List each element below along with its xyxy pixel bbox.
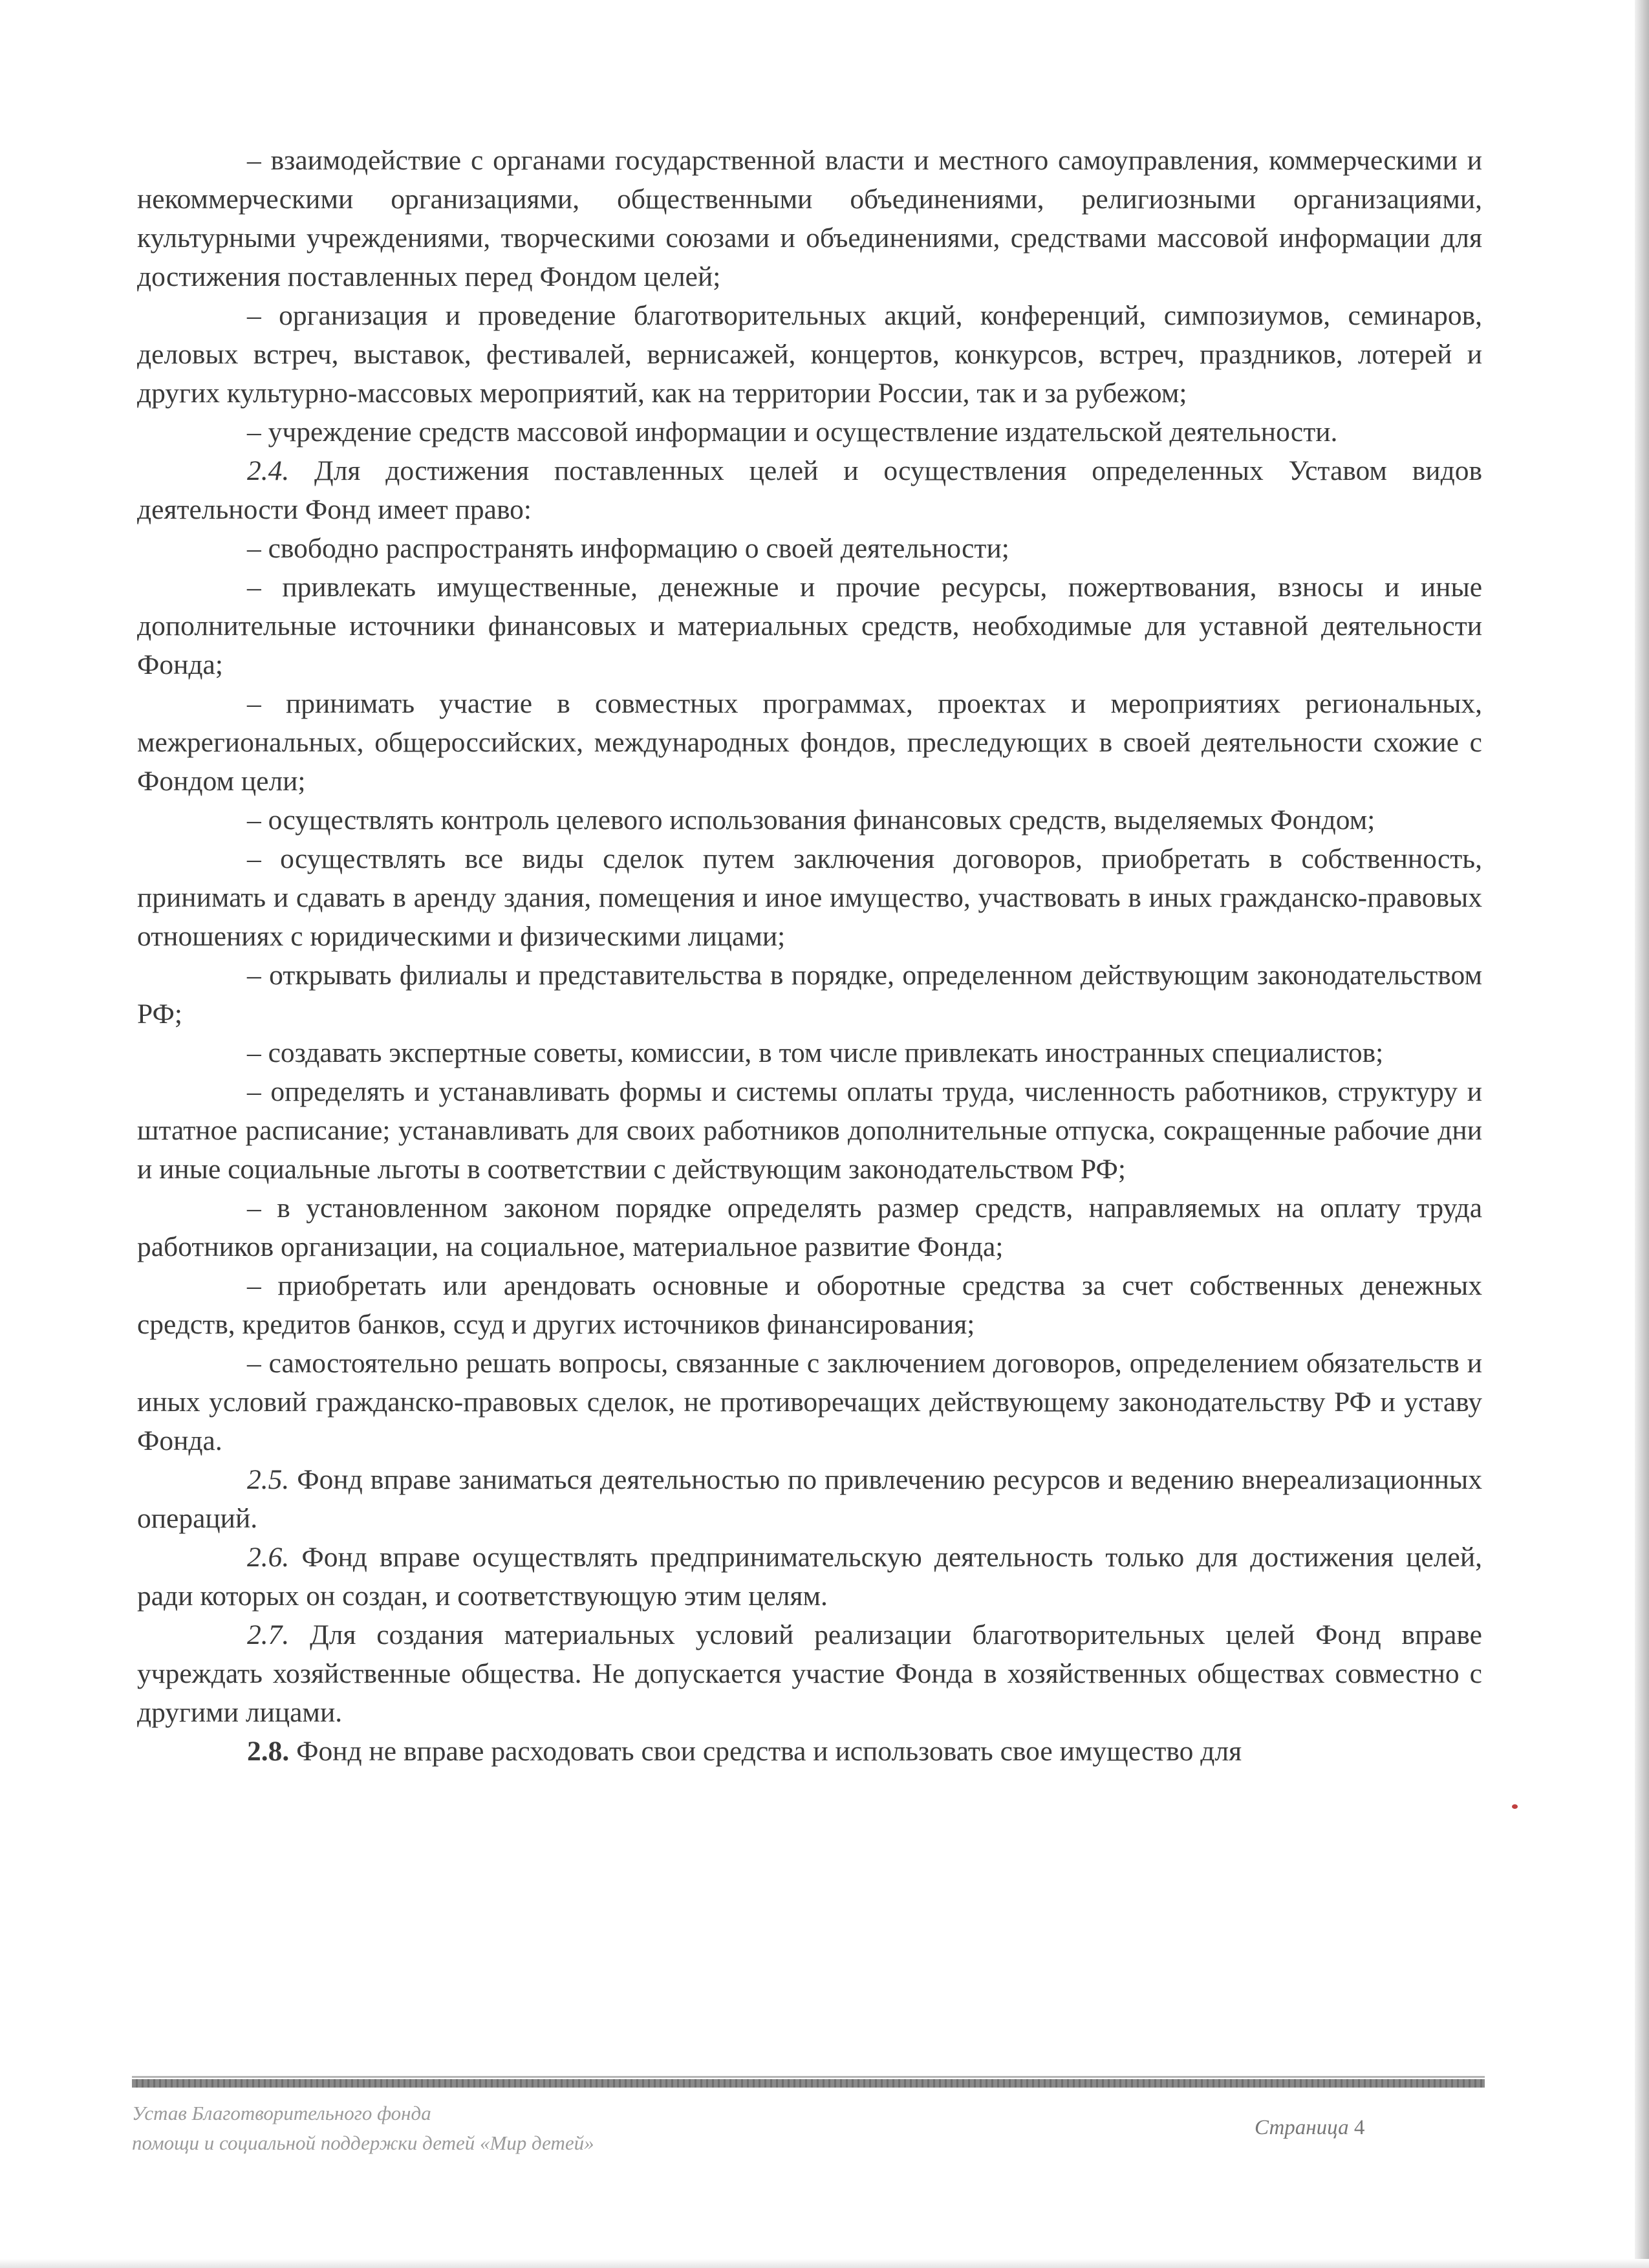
clause-paragraph (137, 1732, 1482, 1771)
clause-number: 2.8. (247, 1736, 290, 1767)
scan-edge-shadow (1635, 0, 1649, 2268)
document-body (137, 141, 1482, 1771)
clause-number: 2.6. (247, 1542, 290, 1573)
clause-paragraph (137, 1615, 1482, 1732)
bullet-paragraph: – привлекать имущественные, денежные и прочие ресурсы, пожертвования, взносы и иные дополнительные источники финансовых и материальных средств, необходимые для уставной деятельности Фонда; (137, 572, 1482, 680)
footer-divider (132, 2079, 1485, 2088)
clause-number: 2.4. (247, 455, 290, 486)
footer-divider-thin (132, 2076, 1485, 2078)
page-number-block (1255, 2116, 1364, 2140)
bullet-paragraph: – определять и устанавливать формы и системы оплаты труда, численность работников, структуру и штатное расписание; устанавливать для своих работников дополнительные отпуска, сокращенные рабочие дни и иные социальные льготы в соответствии с действующим законодательством РФ; (137, 1076, 1482, 1185)
clause-paragraph (137, 1538, 1482, 1615)
bullet-paragraph: – открывать филиалы и представительства в порядке, определенном действующим законодательством РФ; (137, 960, 1482, 1030)
clause-paragraph (137, 451, 1482, 529)
bullet-paragraph: – осуществлять контроль целевого использования финансовых средств, выделяемых Фондом; (247, 805, 1375, 836)
footer-title-line-1: Устав Благотворительного фонда (132, 2102, 431, 2124)
clause-number: 2.7. (247, 1619, 290, 1650)
clause-paragraph (137, 1460, 1482, 1538)
bullet-paragraph: – свободно распространять информацию о своей деятельности; (247, 533, 1009, 564)
scan-bottom-shadow (0, 2259, 1649, 2268)
clause-text: Для достижения поставленных целей и осуществления определенных Уставом видов деятельности Фонд имеет право: (137, 455, 1482, 525)
clause-text: Для создания материальных условий реализации благотворительных целей Фонд вправе учреждать хозяйственные общества. Не допускается участие Фонда в хозяйственных обществах совместно с другими лицами. (137, 1619, 1482, 1728)
bullet-paragraph: – организация и проведение благотворительных акций, конференций, симпозиумов, семинаров, деловых встреч, выставок, фестивалей, вернисажей, концертов, конкурсов, встреч, праздников, лотерей и других культурно-массовых мероприятий, как на территории России, так и за рубежом; (137, 300, 1482, 409)
bullet-paragraph: – взаимодействие с органами государственной власти и местного самоуправления, коммерческими и некоммерческими организациями, общественными объединениями, религиозными организациями, культурными учреждениями, творческими союзами и объединениями, средствами массовой информации для достижения поставленных перед Фондом целей; (137, 145, 1482, 292)
page-number: 4 (1353, 2116, 1365, 2139)
bullet-paragraph: – самостоятельно решать вопросы, связанные с заключением договоров, определением обязательств и иных условий гражданско-правовых сделок, не противоречащих действующему законодательству РФ и уставу Фонда. (137, 1348, 1482, 1456)
page-label: Страница (1255, 2116, 1349, 2139)
clause-number: 2.5. (247, 1464, 290, 1495)
footer-document-title (132, 2099, 594, 2158)
bullet-paragraph: – приобретать или арендовать основные и оборотные средства за счет собственных денежных средств, кредитов банков, ссуд и других источников финансирования; (137, 1270, 1482, 1340)
bullet-paragraph: – создавать экспертные советы, комиссии, в том числе привлекать иностранных специалистов; (247, 1037, 1384, 1068)
bullet-paragraph: – осуществлять все виды сделок путем заключения договоров, приобретать в собственность, принимать и сдавать в аренду здания, помещения и иное имущество, участвовать в иных гражданско-правовых отношениях с юридическими и физическими лицами; (137, 843, 1482, 952)
bullet-paragraph: – в установленном законом порядке определять размер средств, направляемых на оплату труда работников организации, на социальное, материальное развитие Фонда; (137, 1193, 1482, 1262)
clause-text: Фонд вправе осуществлять предпринимательскую деятельность только для достижения целей, ради которых он создан, и соответствующую этим целям. (137, 1542, 1482, 1612)
bullet-paragraph: – учреждение средств массовой информации и осуществление издательской деятельности. (247, 416, 1338, 448)
clause-text: Фонд вправе заниматься деятельностью по привлечению ресурсов и ведению внереализационных операций. (137, 1464, 1482, 1534)
bullet-paragraph: – принимать участие в совместных программах, проектах и мероприятиях региональных, межрегиональных, общероссийских, международных фондов, преследующих в своей деятельности схожие с Фондом цели; (137, 688, 1482, 797)
footer-title-line-2: помощи и социальной поддержки детей «Мир детей» (132, 2132, 594, 2154)
scan-speck (1512, 1804, 1518, 1809)
clause-text: Фонд не вправе расходовать свои средства и использовать свое имущество для (289, 1736, 1242, 1767)
